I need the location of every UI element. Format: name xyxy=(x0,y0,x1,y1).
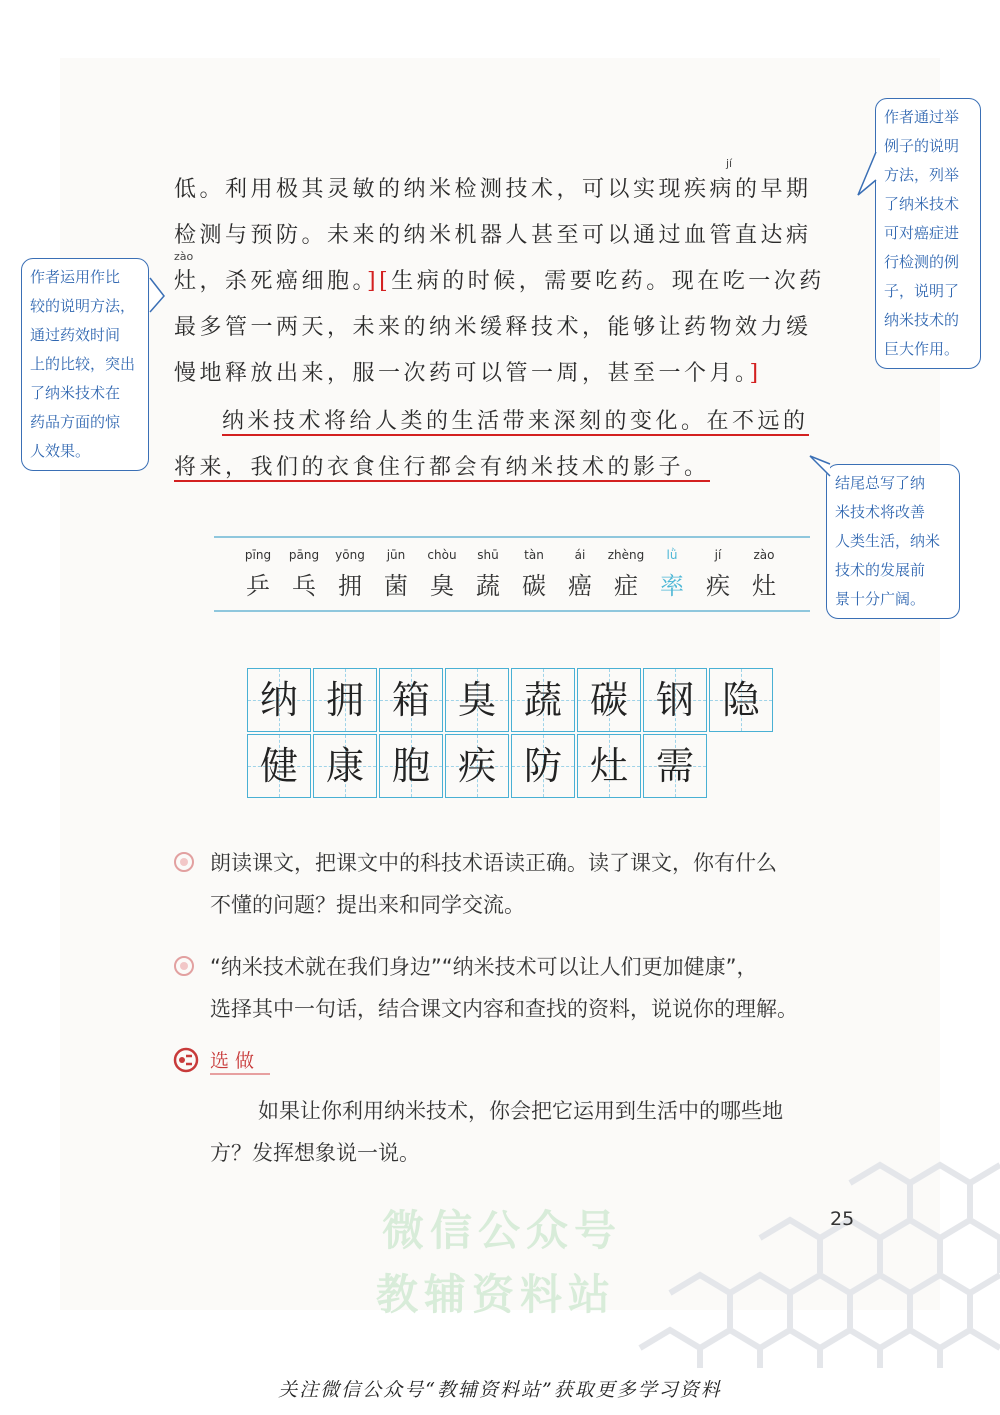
text-line-5a: 慢地释放出来，服一次药可以管一周，甚至一个月。 xyxy=(174,361,750,386)
character: 乓 xyxy=(292,572,316,600)
char-with-pinyin xyxy=(512,548,556,601)
pinyin: pāng xyxy=(288,548,320,562)
note-left-line: 了纳米技术在 xyxy=(30,384,121,402)
character: 碳 xyxy=(522,572,546,600)
note-right-bottom xyxy=(826,464,960,619)
note-right-top-line: 可对癌症进 xyxy=(884,224,960,242)
grid-cell: 箱 xyxy=(379,668,443,732)
underlined-conclusion-1: 纳米技术将给人类的生活带来深刻的变化。在不远的 xyxy=(222,409,809,434)
grid-cell: 隐 xyxy=(709,668,773,732)
char-with-pinyin xyxy=(466,548,510,601)
footer-note: 关注微信公众号“教辅资料站”获取更多学习资料 xyxy=(278,1379,722,1401)
note-right-top-line: 了纳米技术 xyxy=(884,195,960,213)
character: 症 xyxy=(614,572,638,600)
note-right-bottom-line: 景十分广阔。 xyxy=(835,590,926,608)
page-number: 25 xyxy=(830,1208,855,1230)
note-right-bottom-line: 技术的发展前 xyxy=(835,561,926,579)
char-with-pinyin xyxy=(696,548,740,601)
note-right-top-line: 纳米技术的 xyxy=(884,311,960,329)
pinyin: zào xyxy=(753,548,775,562)
text-line-3 xyxy=(174,264,854,295)
exercise-bullet-icon xyxy=(174,956,194,976)
pinyin: pīng xyxy=(244,548,272,562)
pinyin: ái xyxy=(574,548,586,562)
note-right-bottom-pointer xyxy=(806,450,832,480)
exercise-1-line-1: 朗读课文，把课文中的科技术语读正确。读了课文，你有什么 xyxy=(210,851,777,875)
text-line-2: 检测与预防。未来的纳米机器人甚至可以通过血管直达病 xyxy=(174,223,812,248)
exercise-2-line-1: “纳米技术就在我们身边”“纳米技术可以让人们更加健康”， xyxy=(210,955,758,979)
character: 癌 xyxy=(568,572,592,600)
grid-cell: 拥 xyxy=(313,668,377,732)
note-left-line: 人效果。 xyxy=(30,442,91,460)
new-characters-strip xyxy=(214,536,810,612)
text-line-6 xyxy=(222,404,902,435)
grid-cell: 碳 xyxy=(577,668,641,732)
text-line-3a: 灶，杀死癌细胞。 xyxy=(174,269,368,294)
pinyin: lǜ xyxy=(666,548,678,562)
grid-cell: 疾 xyxy=(445,734,509,798)
pinyin: yōng xyxy=(335,548,365,562)
hexagon-decoration xyxy=(600,1148,1000,1368)
character: 蔬 xyxy=(476,572,500,600)
pinyin-zao: zào xyxy=(174,250,194,263)
optional-task-text xyxy=(210,1090,860,1174)
char-with-pinyin xyxy=(558,548,602,601)
note-left-line: 较的说明方法， xyxy=(30,297,136,315)
optional-task-line-2: 方？发挥想象说一说。 xyxy=(210,1141,420,1165)
pinyin: shū xyxy=(477,548,499,562)
note-right-top xyxy=(875,98,981,369)
text-line-7 xyxy=(174,450,854,481)
char-with-pinyin-highlight xyxy=(650,548,694,601)
char-with-pinyin xyxy=(236,548,280,601)
grid-cell: 康 xyxy=(313,734,377,798)
text-line-3b: 生病的时候，需要吃药。现在吃一次药 xyxy=(391,269,825,294)
grid-cell: 臭 xyxy=(445,668,509,732)
grid-cell: 蔬 xyxy=(511,668,575,732)
note-right-bottom-line: 米技术将改善 xyxy=(835,503,926,521)
note-right-top-line: 例子的说明 xyxy=(884,137,960,155)
grid-cell: 防 xyxy=(511,734,575,798)
character: 率 xyxy=(660,572,684,600)
optional-task-title: 选 做 xyxy=(210,1046,270,1075)
pinyin: tàn xyxy=(524,548,544,562)
grid-cell: 需 xyxy=(643,734,707,798)
char-with-pinyin xyxy=(604,548,648,601)
exercise-1-line-2: 不懂的问题？提出来和同学交流。 xyxy=(210,893,525,917)
grid-cell: 健 xyxy=(247,734,311,798)
char-with-pinyin xyxy=(328,548,372,601)
note-left-line: 上的比较，突出 xyxy=(30,355,136,373)
pinyin: zhèng xyxy=(607,548,645,562)
text-line-4: 最多管一两天，未来的纳米缓释技术，能够让药物效力缓 xyxy=(174,315,812,340)
pinyin: jí xyxy=(714,548,722,562)
note-right-top-line: 作者通过举 xyxy=(884,108,960,126)
note-right-bottom-line: 人类生活，纳米 xyxy=(835,532,941,550)
character: 菌 xyxy=(384,572,408,600)
bracket-open: [ xyxy=(379,269,392,294)
pinyin-ji: jí xyxy=(726,157,733,170)
char-with-pinyin xyxy=(282,548,326,601)
text-line-1: 低。利用极其灵敏的纳米检测技术，可以实现疾病的早期 xyxy=(174,177,812,202)
note-right-bottom-line: 结尾总写了纳 xyxy=(835,474,926,492)
character: 拥 xyxy=(338,572,362,600)
note-left-pointer xyxy=(148,276,168,316)
note-left-line: 通过药效时间 xyxy=(30,326,121,344)
note-right-top-pointer xyxy=(856,150,878,200)
grid-cell: 胞 xyxy=(379,734,443,798)
char-with-pinyin xyxy=(420,548,464,601)
char-with-pinyin xyxy=(742,548,786,601)
note-left-line: 作者运用作比 xyxy=(30,268,121,286)
optional-task-line-1: 如果让你利用纳米技术，你会把它运用到生活中的哪些地 xyxy=(258,1099,783,1123)
grid-cell: 钢 xyxy=(643,668,707,732)
optional-task-icon xyxy=(172,1046,200,1074)
watermark-line-1: 微信公众号 xyxy=(382,1206,623,1255)
bracket-close: ] xyxy=(367,269,380,294)
pinyin: chòu xyxy=(427,548,457,562)
character: 乒 xyxy=(246,572,270,600)
note-right-top-line: 方法，列举 xyxy=(884,166,960,184)
watermark-line-2: 教辅资料站 xyxy=(376,1270,617,1319)
character: 疾 xyxy=(706,572,730,600)
char-with-pinyin xyxy=(374,548,418,601)
bracket-close-2: ] xyxy=(749,361,762,386)
text-line-5 xyxy=(174,356,854,387)
exercise-2 xyxy=(210,946,860,1030)
note-right-top-line: 子，说明了 xyxy=(884,282,960,300)
pinyin: jūn xyxy=(386,548,406,562)
note-left-line: 药品方面的惊 xyxy=(30,413,121,431)
note-left xyxy=(21,258,149,471)
exercise-1 xyxy=(210,842,860,926)
exercise-2-line-2: 选择其中一句话，结合课文内容和查找的资料，说说你的理解。 xyxy=(210,997,798,1021)
character: 灶 xyxy=(752,572,776,600)
exercise-bullet-icon xyxy=(174,852,194,872)
character: 臭 xyxy=(430,572,454,600)
grid-cell: 纳 xyxy=(247,668,311,732)
underlined-conclusion-2: 将来，我们的衣食住行都会有纳米技术的影子。 xyxy=(174,455,710,480)
grid-cell: 灶 xyxy=(577,734,641,798)
note-right-top-line: 行检测的例 xyxy=(884,253,960,271)
note-right-top-line: 巨大作用。 xyxy=(884,340,960,358)
